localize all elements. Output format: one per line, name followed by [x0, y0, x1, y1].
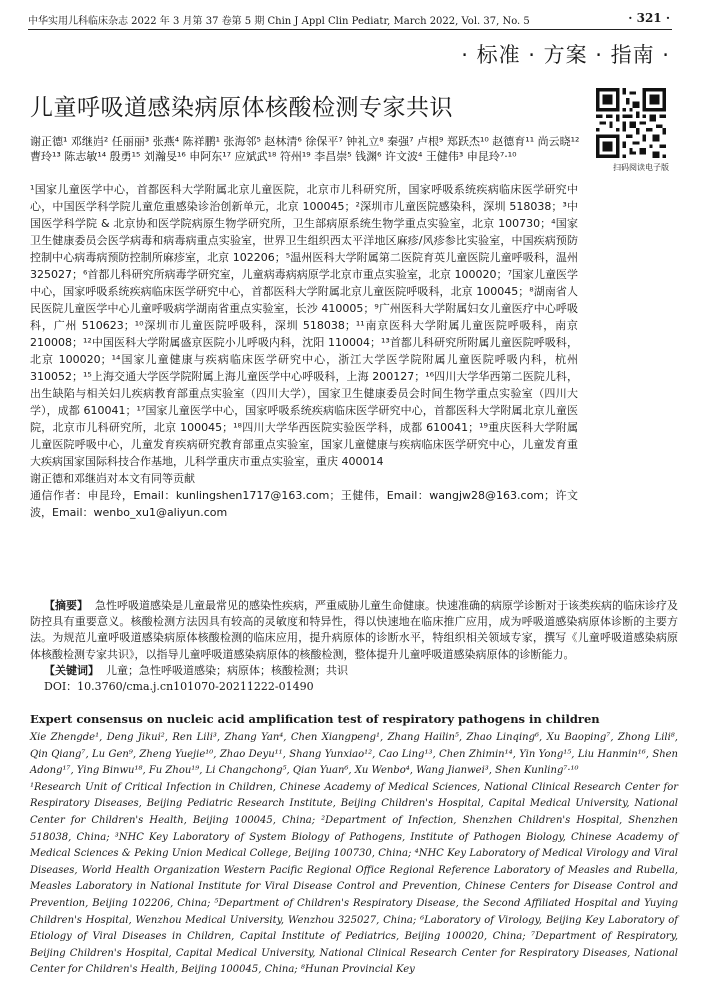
english-affiliations: ¹Research Unit of Critical Infection in Children, Chinese Academy of Medical Sciences, National Clinical Research Center for Respiratory Diseases, Beijing Pediatric Research Institute, Beijing Children's Hospital, Capital Medical University, National Center for Children's Health, Beijing 100045, China; ²Department of Infection, Shenzhen Children's Hospital, Shenzhen 518038, China; ³NHC Key Laboratory of System Biology of Pathogens, Institute of Pathogen Biology, Chinese Academy of Medical Sciences & Peking Union Medical College, Beijing 100730, China; ⁴NHC Key Laboratory of Medical Virology and Viral Diseases, World Health Organization Western Pacific Regional Office Regional Reference Laboratory of Measles and Rubella, Measles Laboratory in National Institute for Viral Disease Control and Prevention, Chinese Centers for Disease Control and Prevention, Beijing 102206, China; ⁵Department of Children's Respiratory Disease, the Second Affiliated Hospital and Yuying Children's Hospital, Wenzhou Medical University, Wenzhou 325027, China; ⁶Laboratory of Virology, Beijing Key Laboratory of Etiology of Viral Diseases in Children, Capital Institute of Pediatrics, Beijing 100020, China; ⁷Department of Respiratory, Beijing Children's Hospital, Capital Medical University, National Clinical Research Center for Respiratory Diseases, National Center for Children's Health, Beijing 100045, China; ⁸Hunan Provincial Key [30, 781, 678, 976]
running-header [28, 11, 672, 30]
affiliations-block [30, 181, 578, 521]
article-title: 儿童呼吸道感染病原体核酸检测专家共识 [30, 95, 453, 121]
page-number: · 321 · [628, 11, 670, 25]
doi: DOI：10.3760/cma.j.cn101070-20211222-01490 [44, 680, 314, 694]
qr-caption: 扫码阅读电子版 [613, 163, 669, 172]
abstract-block [30, 598, 678, 695]
english-title: Expert consensus on nucleic acid amplification test of respiratory pathogens in children [30, 712, 600, 726]
authors-cn: 谢正德¹ 邓继岿² 任丽丽³ 张燕⁴ 陈祥鹏¹ 张海邻⁵ 赵林清⁶ 徐保平⁷ 钟礼立⁸ 秦强⁷ 卢根⁹ 郑跃杰¹⁰ 赵德育¹¹ 尚云晓¹² 曹玲¹³ 陈志敏¹⁴ 殷勇¹⁵ 刘瀚旻¹⁶ 申阿东¹⁷ 应斌武¹⁸ 符州¹⁹ 李昌崇⁵ 钱渊⁶ 许文波⁴ 王健伟³ 申昆玲⁷·¹⁰ [30, 135, 580, 163]
equal-contribution-note: 谢正德和邓继岿对本文有同等贡献 [30, 472, 195, 485]
abstract-label: 【摘要】 [44, 599, 88, 612]
keywords-label: 【关键词】 [44, 663, 99, 677]
section-label: · 标准 · 方案 · 指南 · [461, 43, 670, 67]
journal-citation: 中华实用儿科临床杂志 2022 年 3 月第 37 卷第 5 期 Chin J Appl Clin Pediatr, March 2022, Vol. 37, No. 5 [28, 16, 530, 27]
keywords: 儿童；急性呼吸道感染；病原体；核酸检测；共识 [106, 663, 348, 677]
english-authors: Xie Zhengde¹, Deng Jikui², Ren Lili³, Zhang Yan⁴, Chen Xiangpeng¹, Zhang Hailin⁵, Zhao Linqing⁶, Xu Baoping⁷, Zhong Lili⁸, Qin Qiang⁷, Lu Gen⁹, Zheng Yuejie¹⁰, Zhao Deyu¹¹, Shang Yunxiao¹², Cao Ling¹³, Chen Zhimin¹⁴, Yin Yong¹⁵, Liu Hanmin¹⁶, Shen Adong¹⁷, Ying Binwu¹⁸, Fu Zhou¹⁹, Li Changchong⁵, Qian Yuan⁶, Xu Wenbo⁴, Wang Jianwei³, Shen Kunling⁷·¹⁰ [30, 732, 678, 777]
qr-code [596, 88, 666, 158]
correspondence: 通信作者：申昆玲，Email：kunlingshen1717@163.com；王健伟，Email：wangjw28@163.com；许文波，Email：wenbo_xu1@aliyun.com [30, 489, 578, 519]
english-block [30, 730, 678, 979]
abstract-text: 急性呼吸道感染是儿童最常见的感染性疾病，严重威胁儿童生命健康。快速准确的病原学诊断对于该类疾病的临床诊疗及防控具有重要意义。核酸检测方法因具有较高的灵敏度和特异性，得以快速地在临床推广应用，成为呼吸道感染病原体诊断的主要方法。为规范儿童呼吸道感染病原体核酸检测的临床应用，提升病原体的诊断水平，特组织相关领域专家，撰写《儿童呼吸道感染病原体核酸检测专家共识》，以指导儿童呼吸道感染病原体的核酸检测，整体提升儿童呼吸道感染病原体的诊断能力。 [30, 599, 678, 661]
affiliations-cn: ¹国家儿童医学中心，首都医科大学附属北京儿童医院，北京市儿科研究所，国家呼吸系统疾病临床医学研究中心，中国医学科学院儿童危重感染诊治创新单元，北京 100045；²深圳市儿童医院感染科，深圳 518038；³中国医学科学院 & 北京协和医学院病原生物学研究所，卫生部病原系统生物学重点实验室，北京 100730；⁴国家卫生健康委员会医学病毒和病毒病重点实验室，世界卫生组织西太平洋地区麻疹/风疹参比实验室，中国疾病预防控制中心病毒病预防控制所麻疹室，北京 102206；⁵温州医科大学附属第二医院育英儿童医院儿童呼吸科，温州 325027；⁶首都儿科研究所病毒学研究室，儿童病毒病病原学北京市重点实验室，北京 100020；⁷国家儿童医学中心，国家呼吸系统疾病临床医学研究中心，首都医科大学附属北京儿童医院呼吸科，北京 100045；⁸湖南省人民医院儿童医学中心儿童呼吸病学湖南省重点实验室，长沙 410005；⁹广州医科大学附属妇女儿童医疗中心呼吸科，广州 510623；¹⁰深圳市儿童医院呼吸科，深圳 518038；¹¹南京医科大学附属儿童医院呼吸科，南京 210008；¹²中国医科大学附属盛京医院小儿呼吸内科，沈阳 110004；¹³首都儿科研究所附属儿童医院呼吸科，北京 100020；¹⁴国家儿童健康与疾病临床医学研究中心，浙江大学医学院附属儿童医院呼吸内科，杭州 310052；¹⁵上海交通大学医学院附属上海儿童医学中心呼吸科，上海 200127；¹⁶四川大学华西第二医院儿科，出生缺陷与相关妇儿疾病教育部重点实验室（四川大学），国家卫生健康委员会时间生物学重点实验室（四川大学），成都 610041；¹⁷国家儿童医学中心，国家呼吸系统疾病临床医学研究中心，首都医科大学附属北京儿童医院，北京市儿科研究所，北京 100045；¹⁸四川大学华西医院实验医学科，成都 610041；¹⁹重庆医科大学附属儿童医院呼吸中心，儿童发育疾病研究教育部重点实验室，国家儿童健康与疾病临床医学研究中心，儿童发育重大疾病国家国际科技合作基地，儿科学重庆市重点实验室，重庆 400014 [30, 183, 578, 468]
